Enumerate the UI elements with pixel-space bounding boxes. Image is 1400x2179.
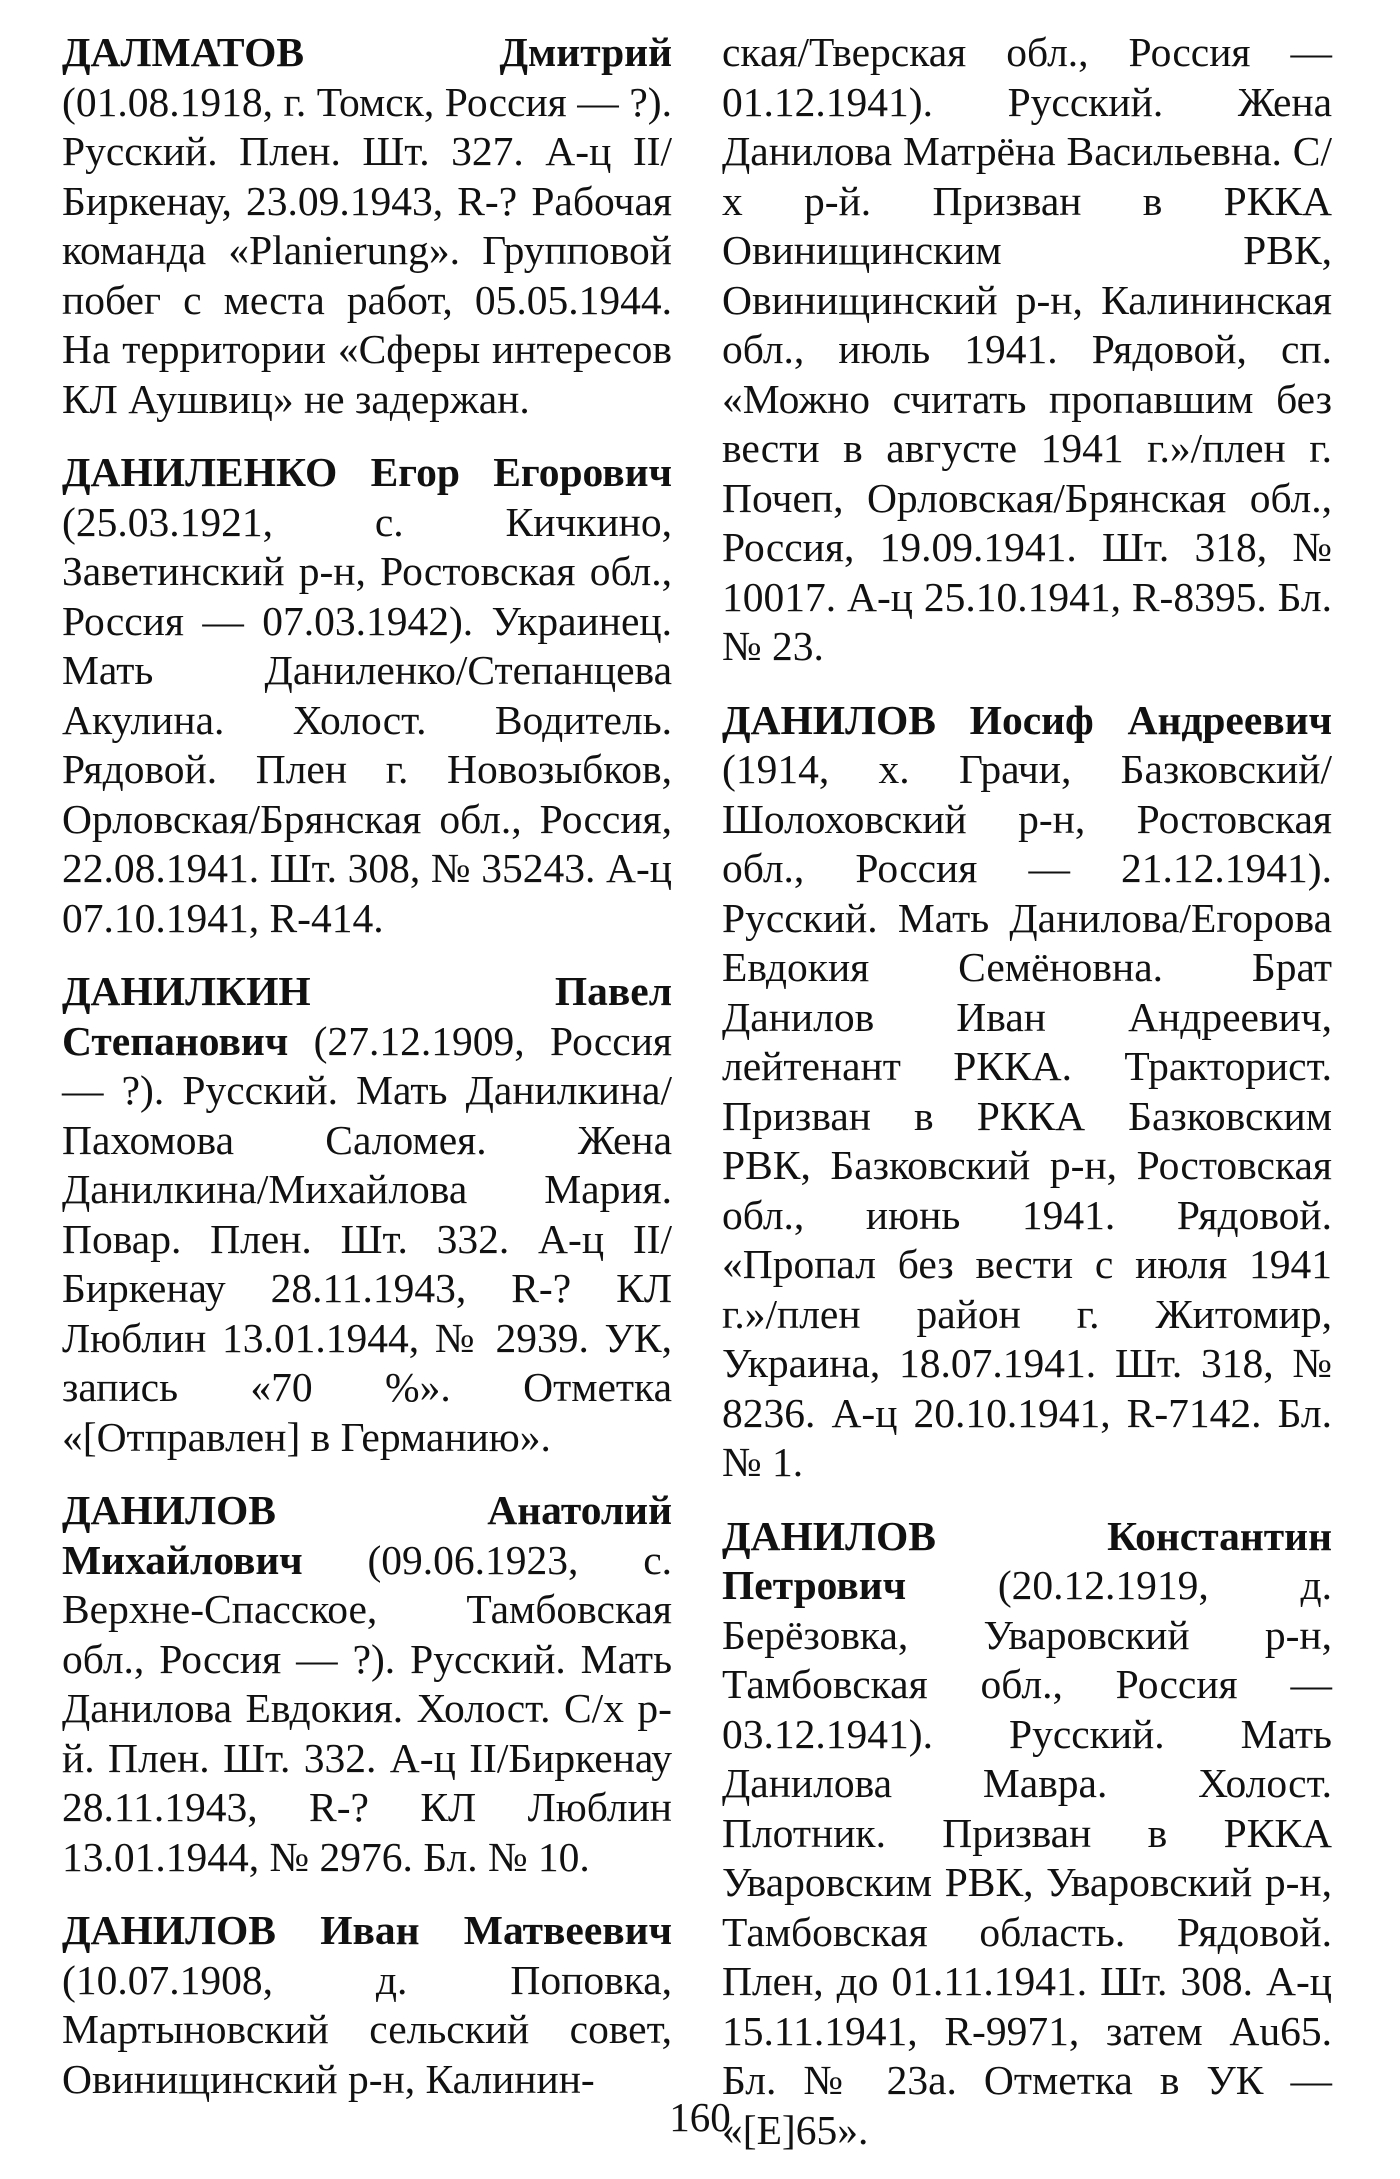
entry-name: ДАНИЛКИН Павел Степанович bbox=[62, 968, 672, 1064]
entry-danilov-konstantin bbox=[722, 1512, 1332, 2156]
entry-text: ская/Тверская обл., Россия — 01.12.1941). Русский. Жена Данилова Матрёна Васильевна. С/х р-й. Призван в РККА Овинищинским РВК, Овинищинский р-н, Калининская обл., июль 1941. Рядовой, сп. «Можно считать пропавшим без вести в августе 1941 г.»/плен г. Почеп, Орловская/Брянская обл., Россия, 19.09.1941. Шт. 318, № 10017. А-ц 25.10.1941, R-8395. Бл. № 23. bbox=[722, 29, 1332, 669]
entry-danilov-ivan bbox=[62, 1906, 672, 2104]
entry-name: ДАНИЛОВ Иван Матвеевич bbox=[62, 1907, 672, 1953]
entry-text: (10.07.1908, д. Поповка, Мартыновский сельский совет, Овинищинский р-н, Калинин- bbox=[62, 1956, 672, 2102]
entry-text: (25.03.1921, с. Кичкино, Заветинский р-н, Ростовская обл., Россия — 07.03.1942). Украинец. Мать Даниленко/Степанцева Акулина. Холост. Водитель. Рядовой. Плен г. Новозыбков, Орловская/Брянская обл., Россия, 22.08.1941. Шт. 308, № 35243. А-ц 07.10.1941, R-414. bbox=[62, 498, 672, 941]
entry-name: ДАЛМАТОВ Дмитрий bbox=[62, 29, 672, 75]
entry-dalmatov bbox=[62, 28, 672, 424]
left-column bbox=[62, 28, 672, 2128]
right-column bbox=[722, 28, 1332, 2179]
entry-text: (20.12.1919, д. Берёзовка, Уваровский р-н, Тамбовская обл., Россия — 03.12.1941). Русский. Мать Данилова Мавра. Холост. Плотник. Призван в РККА Уваровским РВК, Уваровский р-н, Тамбовская область. Рядовой. Плен, до 01.11.1941. Шт. 308. А-ц 15.11.1941, R-9971, затем Au65. Бл. № 23а. Отметка в УК — «[E]65». bbox=[722, 1562, 1332, 2153]
entry-text: (27.12.1909, Россия — ?). Русский. Мать Данилкина/Пахомова Саломея. Жена Данилкина/Михайлова Мария. Повар. Плен. Шт. 332. А-ц II/Биркенау 28.11.1943, R-? КЛ Люблин 13.01.1944, № 2939. УК, запись «70 %». Отметка «[Отправлен] в Германию». bbox=[62, 1017, 672, 1460]
entry-name: ДАНИЛОВ Иосиф Андреевич bbox=[722, 696, 1332, 743]
entry-danilov-ivan-continued bbox=[722, 28, 1332, 672]
page-number: 160 bbox=[669, 2094, 731, 2140]
entry-danilov-anatoly bbox=[62, 1486, 672, 1882]
entry-text: (1914, х. Грачи, Базковский/Шолоховский р-н, Ростовская обл., Россия — 21.12.1941). Русский. Мать Данилова/Егорова Евдокия Семёновна. Брат Данилов Иван Андреевич, лейтенант РККА. Тракторист. Призван в РККА Базковским РВК, Базковский р-н, Ростовская обл., июнь 1941. Рядовой. «Пропал без вести с июля 1941 г.»/плен район г. Житомир, Украина, 18.07.1941. Шт. 318, № 8236. А-ц 20.10.1941, R-7142. Бл. № 1. bbox=[722, 746, 1332, 1485]
entry-name: ДАНИЛЕНКО Егор Егорович bbox=[62, 449, 672, 495]
entry-danilkin bbox=[62, 967, 672, 1462]
entry-danilov-iosif bbox=[722, 696, 1332, 1488]
entry-danilenko bbox=[62, 448, 672, 943]
entry-name: ДАНИЛОВ Константин Петрович bbox=[722, 1512, 1332, 1608]
entry-text: (09.06.1923, с. Верхне-Спасское, Тамбовская обл., Россия — ?). Русский. Мать Данилова Евдокия. Холост. С/х р-й. Плен. Шт. 332. А-ц II/Биркенау 28.11.1943, R-? КЛ Люблин 13.01.1944, № 2976. Бл. № 10. bbox=[62, 1536, 672, 1880]
entry-name: ДАНИЛОВ Анатолий Михайлович bbox=[62, 1487, 672, 1583]
entry-text: (01.08.1918, г. Томск, Россия — ?). Русский. Плен. Шт. 327. А-ц II/Биркенау, 23.09.1943, R-? Рабочая команда «Planierung». Групповой побег с места работ, 05.05.1944. На территории «Сферы интересов КЛ Аушвиц» не задержан. bbox=[62, 78, 672, 422]
